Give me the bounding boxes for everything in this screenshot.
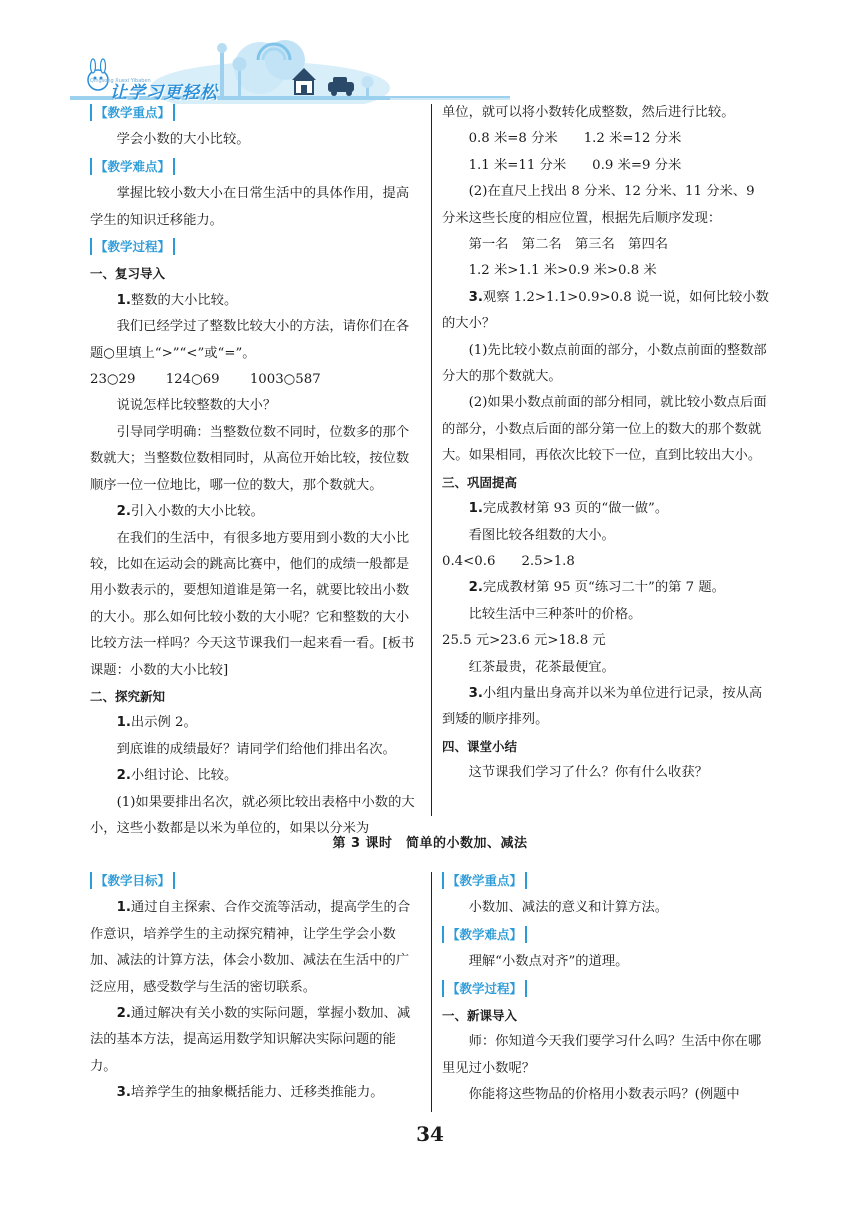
list-item: 3.观察 1.2>1.1>0.9>0.8 说一说，如何比较小数的大小？: [442, 289, 769, 332]
tag-teaching-process: 【教学过程】: [90, 238, 175, 255]
list-item: 1.通过自主探索、合作交流等活动，提高学生的合作意识，培养学生的主动探究精神，让学生学会小数加、减法的计算方法，体会小数加、减法在生活中的广泛应用，感受数学与生活的密切联系。: [90, 900, 411, 995]
tag-teaching-focus: 【教学重点】: [90, 104, 175, 121]
list-item: 1.出示例 2。: [116, 715, 197, 731]
paragraph: 25.5 元>23.6 元>18.8 元: [442, 633, 606, 649]
column-divider-top: [431, 104, 432, 816]
header-banner: [70, 38, 510, 104]
comparison-row: [90, 367, 420, 393]
bottom-right-column: [442, 868, 772, 1109]
list-item: 1.整数的大小比较。: [116, 292, 238, 308]
comparison-item: 23○29: [90, 372, 136, 388]
paragraph: 引导同学明确：当整数位数不同时，位数多的那个数就大；当整数位数相同时，从高位开始比较，按位数顺序一位一位地比，哪一位的数大，那个数就大。: [90, 424, 410, 493]
paragraph: 红茶最贵，花茶最便宜。: [468, 659, 615, 675]
paragraph: 看图比较各组数的大小。: [468, 527, 615, 543]
list-item: 1.完成教材第 93 页的“做一做”。: [468, 501, 669, 517]
list-item: 3.小组内量出身高并以米为单位进行记录，按从高到矮的顺序排列。: [442, 685, 763, 728]
section-heading: 四、课堂小结: [442, 738, 518, 754]
section-heading: 一、新课导入: [442, 1008, 518, 1024]
paragraph: 到底谁的成绩最好？请同学们给他们排出名次。: [116, 741, 396, 757]
focus-text: 学会小数的大小比较。: [116, 132, 250, 148]
bottom-left-column: [90, 868, 420, 1107]
list-item: 2.引入小数的大小比较。: [116, 504, 264, 520]
comparison-item: 124○69: [165, 372, 220, 388]
tag-teaching-difficulty: 【教学难点】: [442, 926, 527, 943]
paragraph: 师：你知道今天我们要学习什么吗？生活中你在哪里见过小数呢？: [442, 1034, 762, 1076]
paragraph: (2)如果小数点前面的部分相同，就比较小数点后面的部分，小数点后面的部分第一位上的数大的那个数就大。如果相同，再依次比较下一位，直到比较出大小。: [442, 395, 767, 464]
paragraph: 我们已经学过了整数比较大小的方法，请你们在各题○里填上“>”“<”或“=”。: [90, 319, 410, 361]
list-item: 2.小组讨论、比较。: [116, 768, 238, 784]
section-heading: 一、复习导入: [90, 266, 166, 282]
paragraph: 这节课我们学习了什么？你有什么收获？: [468, 765, 708, 781]
paragraph: (1)先比较小数点前面的部分，小数点前面的整数部分大的那个数就大。: [442, 342, 767, 385]
paragraph: (2)在直尺上找出 8 分米、12 分米、11 分米、9 分米这些长度的相应位置，根据先后顺序发现：: [442, 184, 755, 226]
difficulty-text: 掌握比较小数大小在日常生活中的具体作用，提高学生的知识迁移能力。: [90, 186, 410, 228]
top-right-column: [442, 100, 772, 787]
difficulty-text: 理解“小数点对齐”的道理。: [468, 954, 629, 970]
paragraph: (1)如果要排出名次，就必须比较出表格中小数的大小，这些小数都是以米为单位的，如果以分米为: [90, 794, 415, 836]
section-heading: 二、探究新知: [90, 688, 166, 704]
lesson-title: 第 3 课时 简单的小数加、减法: [332, 836, 528, 851]
paragraph: 在我们的生活中，有很多地方要用到小数的大小比较，比如在运动会的跳高比赛中，他们的成绩一般都是用小数表示的，要想知道谁是第一名，就要比较出小数的大小。那么如何比较小数的大小呢？它和整数的大小比较方法一样吗？今天这节课我们一起来看一看。[板书课题：小数的大小比较]: [90, 530, 415, 678]
section-heading: 三、巩固提高: [442, 474, 518, 490]
top-left-column: [90, 100, 420, 842]
tag-teaching-goal: 【教学目标】: [90, 872, 175, 889]
list-item: 2.通过解决有关小数的实际问题，掌握小数加、减法的基本方法，提高运用数学知识解决实际问题的能力。: [90, 1006, 411, 1074]
brand-subtitle: Qingsong Xuexi Yibaben: [90, 78, 151, 84]
paragraph: 你能将这些物品的价格用小数表示吗？(例题中: [468, 1087, 740, 1103]
page-number: 34: [416, 1122, 444, 1146]
order-row: 1.2 米>1.1 米>0.9 米>0.8 米: [468, 263, 657, 279]
equation-row: 0.8 米=8 分米 1.2 米=12 分米: [468, 131, 682, 147]
comparison-item: 1003○587: [249, 372, 321, 388]
equation-row: 1.1 米=11 分米 0.9 米=9 分米: [468, 157, 682, 173]
list-item: 3.培养学生的抽象概括能力、迁移类推能力。: [116, 1085, 384, 1101]
tag-teaching-focus: 【教学重点】: [442, 872, 527, 889]
tag-teaching-difficulty: 【教学难点】: [90, 158, 175, 175]
paragraph: 单位，就可以将小数转化成整数，然后进行比较。: [442, 105, 735, 120]
paragraph: 比较生活中三种茶叶的价格。: [468, 606, 642, 622]
rank-row: 第一名 第二名 第三名 第四名: [468, 237, 669, 253]
paragraph: 说说怎样比较整数的大小？: [116, 398, 277, 414]
comparison-row: 0.4<0.6 2.5>1.8: [442, 553, 575, 569]
column-divider-bottom: [431, 872, 432, 1112]
brand-logo-text: 让学习更轻松: [110, 83, 218, 103]
focus-text: 小数加、减法的意义和计算方法。: [468, 900, 669, 916]
list-item: 2.完成教材第 95 页“练习二十”的第 7 题。: [468, 580, 725, 596]
tag-teaching-process: 【教学过程】: [442, 980, 527, 997]
